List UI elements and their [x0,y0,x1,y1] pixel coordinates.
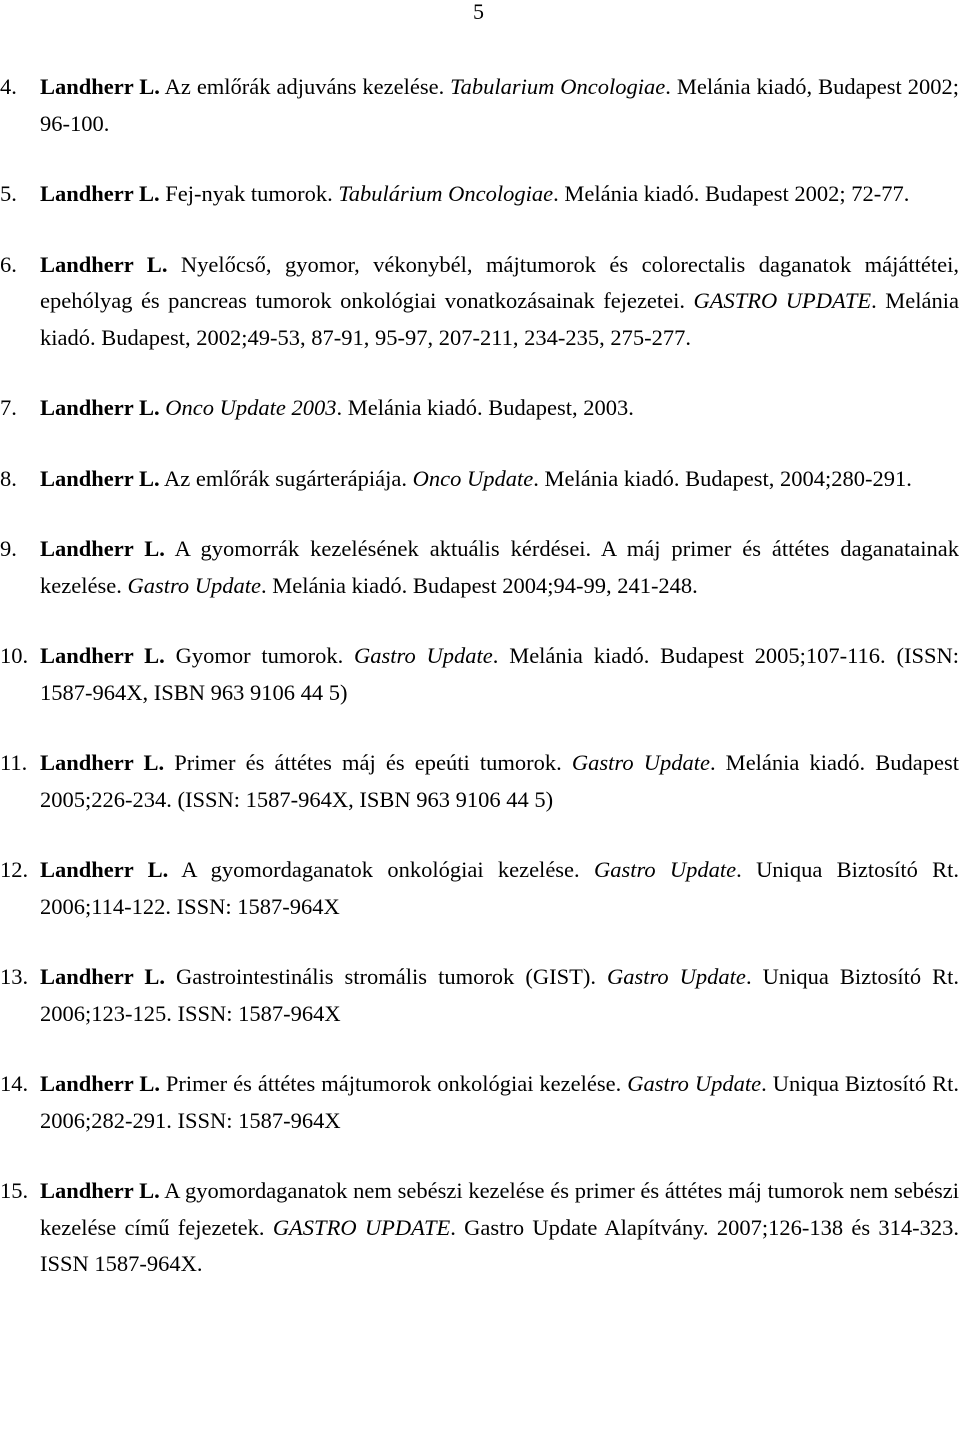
reference-publisher: . Uniqua Biztosító Rt. 2006;114-122. ISSN: 1587-964X [40,857,959,919]
reference-publisher: . Uniqua Biztosító Rt. 2006;282-291. ISSN: 1587-964X [40,1071,960,1133]
reference-item [0,1066,960,1139]
reference-title: Primer és áttétes májtumorok onkológiai kezelése. [159,1071,628,1096]
reference-publisher: . Gastro Update Alapítvány. 2007;126-138 és 314-323. ISSN 1587-964X. [40,1214,959,1276]
reference-publisher: . Melánia kiadó. Budapest, 2003. [336,395,634,420]
reference-title: A gyomordaganatok onkológiai kezelése. [168,857,594,882]
reference-item [0,176,960,213]
reference-item [0,1173,960,1283]
reference-author: Landherr L. [40,1178,160,1203]
reference-number: 9. [0,536,17,561]
reference-title: Az emlőrák adjuváns kezelése. [159,74,451,99]
reference-title: Primer és áttétes máj és epeúti tumorok. [164,750,572,775]
reference-item [0,959,960,1032]
reference-item [0,69,960,142]
reference-author: Landherr L. [40,643,165,668]
reference-publisher: . Melánia kiadó. Budapest 2005;226-234. (ISSN: 1587-964X, ISBN 963 9106 44 5) [40,750,960,812]
reference-journal: Onco Update 2003 [165,395,337,420]
reference-number: 14. [0,1071,29,1096]
reference-journal: Gastro Update [593,857,737,882]
reference-item [0,745,960,818]
reference-author: Landherr L. [40,395,160,420]
reference-journal: Tabulárium Oncologiae [338,181,554,206]
reference-journal: GASTRO UPDATE [272,1214,451,1240]
reference-journal: Gastro Update [606,964,746,989]
reference-number: 12. [0,857,29,882]
page-number: 5 [473,0,484,24]
reference-publisher: . Melánia kiadó. Budapest, 2002;49-53, 87-91, 95-97, 207-211, 234-235, 275-277. [40,288,959,350]
reference-list [0,69,960,1317]
reference-number: 11. [0,750,28,775]
reference-title: Fej-nyak tumorok. [159,181,339,206]
reference-journal: Gastro Update [571,750,710,775]
reference-title: Gastrointestinális stromális tumorok (GIST). [165,964,607,989]
reference-author: Landherr L. [40,1071,160,1096]
reference-number: 15. [0,1178,29,1203]
reference-item [0,390,960,427]
reference-publisher: . Melánia kiadó. Budapest 2002; 72-77. [553,181,910,206]
reference-author: Landherr L. [40,750,165,775]
reference-item [0,638,960,711]
reference-number: 13. [0,964,29,989]
reference-publisher: . Melánia kiadó. Budapest 2005;107-116. (ISSN: 1587-964X, ISBN 963 9106 44 5) [40,643,959,705]
reference-number: 5. [0,181,17,206]
reference-author: Landherr L. [40,181,160,206]
reference-publisher: . Melánia kiadó, Budapest 2002; 96-100. [40,74,959,136]
reference-author: Landherr L. [40,964,166,989]
reference-author: Landherr L. [40,857,169,882]
reference-title: A gyomorrák kezelésének aktuális kérdései. A máj primer és áttétes daganatainak kezelése. [40,536,959,598]
reference-number: 6. [0,251,17,277]
reference-publisher: . Melánia kiadó. Budapest 2004;94-99, 241-248. [261,572,698,598]
reference-title: A gyomordaganatok nem sebészi kezelése és primer és áttétes máj tumorok nem sebészi kezelése című fejezetek. [40,1178,959,1240]
reference-item [0,461,960,498]
reference-publisher: . Melánia kiadó. Budapest, 2004;280-291. [533,465,912,491]
reference-number: 4. [0,74,17,99]
reference-journal: Gastro Update [354,643,493,668]
reference-journal: Gastro Update [127,572,261,598]
reference-author: Landherr L. [40,465,160,491]
reference-title: Nyelőcső, gyomor, vékonybél, májtumorok és colorectalis daganatok májáttétei, epehólyag és pancreas tumorok onkológiai vonatkozásainak fejezetei. [40,251,960,313]
reference-title: Az emlőrák sugárterápiája. [159,465,413,491]
reference-journal: Onco Update [412,465,534,491]
reference-author: Landherr L. [40,74,160,99]
reference-item [0,247,960,357]
reference-item [0,852,960,925]
reference-title: Gyomor tumorok. [164,643,355,668]
reference-journal: Tabularium Oncologiae [450,74,666,99]
reference-author: Landherr L. [40,536,165,561]
reference-number: 7. [0,395,17,420]
reference-journal: GASTRO UPDATE [693,288,872,313]
reference-number: 8. [0,465,17,491]
reference-author: Landherr L. [40,251,168,277]
reference-journal: Gastro Update [627,1071,762,1096]
reference-publisher: . Uniqua Biztosító Rt. 2006;123-125. ISSN: 1587-964X [40,964,960,1026]
reference-item [0,531,960,604]
reference-number: 10. [0,643,29,668]
